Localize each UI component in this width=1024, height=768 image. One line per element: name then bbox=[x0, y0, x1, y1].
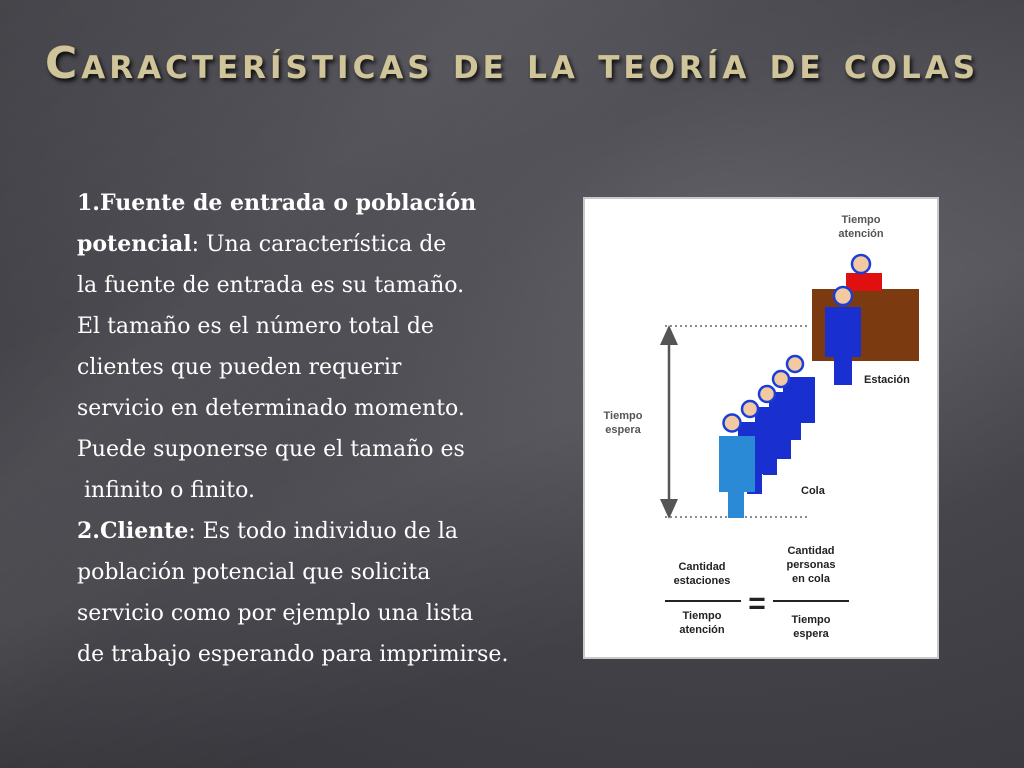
item1-intro: : Una característica de bbox=[191, 232, 447, 257]
tiempo-atencion-label-2: atención bbox=[838, 228, 884, 240]
eq-right-top-2: personas bbox=[786, 559, 836, 571]
queue-diagram bbox=[583, 197, 939, 659]
text-line: servicio en determinado momento. bbox=[77, 396, 465, 421]
estacion-label: Estación bbox=[864, 374, 910, 386]
wait-arrow-up bbox=[660, 325, 678, 345]
item2-intro: : Es todo individuo de la bbox=[188, 519, 459, 544]
text-line: infinito o finito. bbox=[77, 478, 255, 503]
text-line: población potencial que solicita bbox=[77, 560, 431, 585]
served-person-body bbox=[825, 307, 861, 357]
text-line: servicio como por ejemplo una lista bbox=[77, 601, 474, 626]
text-line: de trabajo esperando para imprimirse. bbox=[77, 642, 509, 667]
text-line: El tamaño es el número total de bbox=[77, 314, 434, 339]
served-person-legs bbox=[834, 355, 852, 385]
tiempo-espera-label-2: espera bbox=[605, 424, 641, 436]
eq-sign: = bbox=[748, 587, 766, 620]
text-line: clientes que pueden requerir bbox=[77, 355, 402, 380]
item2-heading-line bbox=[77, 511, 577, 552]
eq-right-top-1: Cantidad bbox=[787, 545, 835, 557]
tiempo-espera-label-1: Tiempo bbox=[603, 410, 643, 422]
cola-label: Cola bbox=[801, 485, 825, 497]
eq-right-top-3: en cola bbox=[792, 573, 830, 585]
served-person-head bbox=[834, 287, 852, 305]
item1-heading-cont: potencial bbox=[77, 231, 192, 257]
tiempo-atencion-label-1: Tiempo bbox=[841, 214, 881, 226]
eq-left-top-2: estaciones bbox=[673, 575, 731, 587]
queue-diagram-svg bbox=[585, 199, 937, 657]
eq-left-bottom-1: Tiempo bbox=[682, 610, 722, 622]
wait-arrow-down bbox=[660, 499, 678, 519]
item1-heading: 1.Fuente de entrada o población bbox=[77, 190, 477, 216]
eq-left-top-1: Cantidad bbox=[678, 561, 726, 573]
server-body bbox=[846, 273, 882, 291]
slide-title: Características de la teoría de colas bbox=[44, 38, 980, 89]
eq-right-bottom-2: espera bbox=[793, 628, 829, 640]
text-line: Puede suponerse que el tamaño es bbox=[77, 437, 465, 462]
text-line: la fuente de entrada es su tamaño. bbox=[77, 273, 465, 298]
eq-right-bottom-1: Tiempo bbox=[791, 614, 831, 626]
eq-left-bottom-2: atención bbox=[679, 624, 725, 636]
server-head bbox=[852, 255, 870, 273]
item1-intro-line bbox=[77, 224, 577, 265]
body-text bbox=[77, 183, 577, 675]
item1-heading-line bbox=[77, 183, 577, 224]
item2-heading: 2.Cliente bbox=[77, 518, 189, 544]
